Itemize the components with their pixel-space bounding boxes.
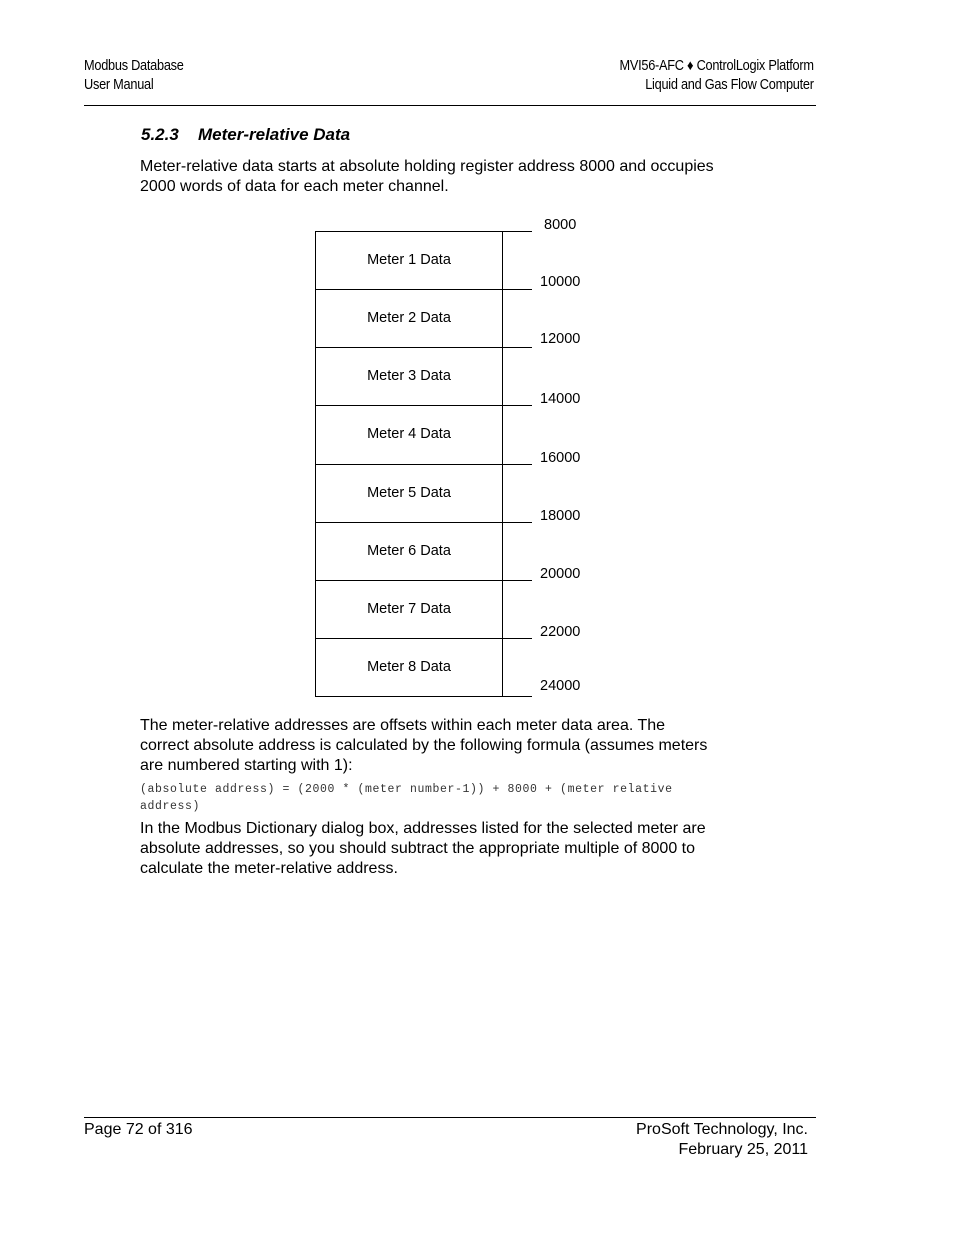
- address-label: 14000: [540, 391, 581, 407]
- address-label: 10000: [540, 274, 581, 290]
- page-number: Page 72 of 316: [84, 1121, 193, 1138]
- address-tick: [503, 580, 532, 581]
- running-header-right: [620, 57, 814, 95]
- note-line: absolute addresses, so you should subtract the appropriate multiple of 8000 to: [140, 840, 696, 857]
- body-line: correct absolute address is calculated by the following formula (assumes meters: [140, 737, 708, 754]
- address-label: 8000: [544, 217, 577, 233]
- header-product: MVI56-AFC ♦ ControlLogix Platform: [619, 58, 814, 74]
- segment-divider: [315, 522, 503, 523]
- address-label: 24000: [540, 678, 581, 694]
- address-label: 18000: [540, 508, 581, 524]
- note-paragraph: [140, 819, 780, 879]
- body-line: are numbered starting with 1):: [140, 757, 353, 774]
- address-label: 16000: [540, 450, 581, 466]
- body-paragraph: [140, 716, 780, 776]
- address-tick: [503, 522, 532, 523]
- header-doc-type: User Manual: [84, 77, 154, 93]
- intro-paragraph: [140, 157, 780, 197]
- note-line: In the Modbus Dictionary dialog box, addresses listed for the selected meter are: [140, 820, 706, 837]
- intro-line: Meter-relative data starts at absolute holding register address 8000 and occupies: [140, 158, 714, 175]
- section-heading: [141, 125, 350, 145]
- segment-meter-2: Meter 2 Data: [367, 310, 451, 326]
- address-tick: [503, 231, 532, 232]
- address-tick: [503, 347, 532, 348]
- address-tick: [503, 464, 532, 465]
- segment-divider: [315, 464, 503, 465]
- formula-code: [140, 781, 673, 815]
- footer-left: [84, 1120, 193, 1140]
- segment-meter-5: Meter 5 Data: [367, 485, 451, 501]
- segment-meter-1: Meter 1 Data: [367, 252, 451, 268]
- segment-divider: [315, 638, 503, 639]
- section-number: 5.2.3: [141, 125, 179, 144]
- running-header-left: [84, 57, 184, 95]
- address-tick: [503, 638, 532, 639]
- footer-right: [636, 1120, 808, 1160]
- address-tick: [503, 405, 532, 406]
- header-product-desc: Liquid and Gas Flow Computer: [645, 77, 814, 93]
- note-line: calculate the meter-relative address.: [140, 860, 398, 877]
- segment-meter-8: Meter 8 Data: [367, 659, 451, 675]
- segment-divider: [315, 289, 503, 290]
- footer-date: February 25, 2011: [678, 1141, 808, 1158]
- segment-divider: [315, 347, 503, 348]
- header-doc-title: Modbus Database: [84, 58, 184, 74]
- header-rule: [84, 105, 816, 106]
- segment-meter-7: Meter 7 Data: [367, 601, 451, 617]
- address-label: 20000: [540, 566, 581, 582]
- address-tick: [503, 289, 532, 290]
- formula-line: address): [140, 800, 201, 813]
- segment-meter-6: Meter 6 Data: [367, 543, 451, 559]
- address-label: 22000: [540, 624, 581, 640]
- segment-divider: [315, 405, 503, 406]
- segment-meter-3: Meter 3 Data: [367, 368, 451, 384]
- footer-rule: [84, 1117, 816, 1118]
- segment-divider: [315, 580, 503, 581]
- body-line: The meter-relative addresses are offsets within each meter data area. The: [140, 717, 666, 734]
- formula-line: (absolute address) = (2000 * (meter number-1)) + 8000 + (meter relative: [140, 783, 673, 796]
- address-label: 12000: [540, 331, 581, 347]
- segment-meter-4: Meter 4 Data: [367, 426, 451, 442]
- address-tick: [503, 696, 532, 697]
- footer-company: ProSoft Technology, Inc.: [636, 1121, 808, 1138]
- section-title: Meter-relative Data: [198, 125, 351, 144]
- intro-line: 2000 words of data for each meter channel.: [140, 178, 449, 195]
